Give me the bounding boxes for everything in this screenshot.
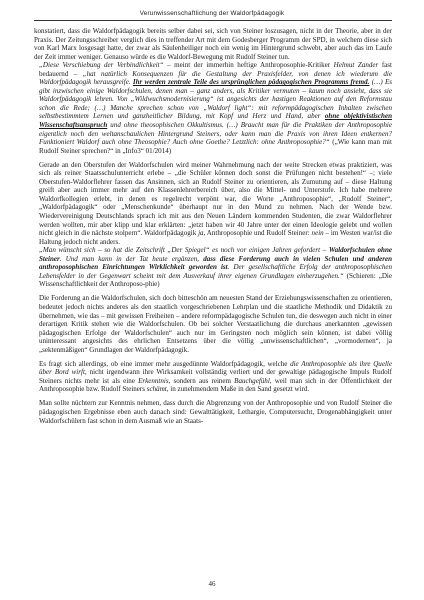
citation: („Wie kann man mit Rudolf Steiner sprechen?“ in „Info3“ 01/2014) (39, 138, 392, 155)
paragraph-4-quote-schieren: „Man wünscht sich – so hat die Zeitschrift „Der Spiegel“ es noch vor einigen Jahren gefordert – Waldorfschulen ohne Steiner. Und man kann in der Tat heute ergänzen, dass diese Forderung auch in vielen Schulen und anderen anthroposophischen Einrichtungen Wirklichkeit geworden ist. Der gesellschaftliche Erfolg der anthroposophischen Lebensfelder in der Gegenwart scheint mit dem Ausverkauf ihrer eigenen Grundlagen einherzugehen.“ (Schieren: „Die Wissenschaftlichkeit der Anthroposo-phie) (39, 246, 393, 289)
running-header: Verunwissenschaftlichung der Waldorfpädagogik (139, 10, 285, 17)
citation: (Schieren: „Die Wissenschaftlichkeit der Anthroposo-phie) (39, 271, 392, 289)
paragraph-6: Es fragt sich allerdings, ob eine immer mehr ausgedünnte Waldorfpädagogik, welche die Anthroposophie als ihre Quelle über Bord wirft, nicht irgendwann ihre Wirksamkeit vollständig verliert und der gewaltige pädagogische Impuls Rudolf Steiners nichts mehr ist als eine Erkenntnis, sondern aus reinem Bauchgefühl, weil man sich in der Öffentlichkeit der Anthroposophie bzw. Rudolf Steiners schämt, in zunehmendem Maße in den Sand gesetzt wird. (39, 359, 393, 394)
emphasis-bold: dass diese Forderung auch in vielen Schulen und anderen anthroposophischen Einrichtungen Wirklichkeit geworden ist (39, 254, 392, 272)
emphasis-underlined: Ihr werden zentrale Teile des ursprünglichen pädagogischen Programms fremd. (132, 78, 370, 87)
page-number: 46 (208, 580, 216, 588)
header-rule (34, 20, 392, 21)
body-text (34, 27, 392, 425)
paragraph-2-quote-zander: „Diese Verschiebung der Verbindlichkeit“ – meint der immerhin heftige Anthroposophie-Kritiker Helmut Zander fast bedauernd – „hat natürlich Konsequenzen für die Gestaltung der Praxisfelder, von denen ich wiederum die Waldorfpädagogik herausgreife. Ihr werden zentrale Teile des ursprünglichen pädagogischen Programms fremd. (…) Es gibt inzwischen einige Waldorfschulen, denen man – ganz anders, als Kritiker vermuten – kaum noch ansieht, dass sie Waldorfpädagogik lehren. Von „Wildwuchsmodernisierung“ ist angesichts der hastigen Reaktionen auf den Reformstau schon die Rede; (…) Manche sprechen schon von „Waldorf light“: mit reformpädagogischen Inhalten zwischen selbstbestimmtem Lernen und ganzheitlicher Bildung, mit Kopf und Herz und Hand, aber ohne objektivistischen Wissenschaftsanspruch und ohne theosophischen Okkultismus. (…) Braucht man für die Praktiken der Anthroposophie eigentlich noch den weltanschaulichen Hintergrund Steiners, oder kann man die Praxis von ihren Ideen entkernen? Funktioniert Waldorf auch ohne Theosophie? Auch ohne Goethe? Letztlich: ohne Anthroposophie?“ („Wie kann man mit Rudolf Steiner sprechen?“ in „Info3“ 01/2014) (39, 61, 393, 155)
quote-fragment: „Diese Verschiebung der Verbindlichkeit“ (39, 61, 164, 70)
paragraph-3: Gerade an den Oberstufen der Waldorfschulen wird meiner Wahrnehmung nach der weite Strecken etwas praktiziert, was sich als reiner Staatsschulunterricht erlebe – „die Schüler können doch sonst die Prüfungen nicht bestehen!“ –; viele Oberstufen-Waldorflehrer fassen das Ansinnen, sich an Rudolf Steiner zu orientieren, als Zumutung auf – diese Haltung greift aber auch immer mehr auf den Klassenlehrerbereich über, also die Mittel- und Unterstufe. Ich habe mehrere Waldorfkollegien erlebt, in denen es regelrecht verpönt war, die Worte „Anthroposophie“, „Rudolf Steiner“, „Waldorfpädagogik“ oder „Menschenkunde“ überhaupt nur in den Mund zu nehmen. Nach der Wende bzw. Wiedervereinigung Deutschlands sprach ich mit aus den Neuen Ländern kommenden Studenten, die zwar Waldorflehrer werden wollten, mir aber klipp und klar erklärten: „jetzt haben wir 40 Jahre unter der einen Ideologie gelebt und wollen nicht gleich in die nächste stolpern“. Waldorfpädagogik ja, Anthroposophie und Rudolf Steiner: nein – im Westen war/ist die Haltung jedoch nicht anders. (39, 160, 393, 246)
paragraph-5: Die Forderung an die Waldorfschulen, sich doch bitteschön am neuesten Stand der Erziehungswissenschaften zu orientieren, bedeutet jedoch nichts anderes als den staatlich vorgeschriebenen Lehrplan und die staatliche Methodik und Didaktik zu übernehmen, wie das – mit gewissen Freiheiten – andere reformpädagogische Schulen tun, die deswegen auch nicht in einer derartigen Kritik stehen wie die Waldorfschulen. Ob bei solcher Verstaatlichung die durchaus anerkannten „gewissen pädagogischen Erfolge der Waldorfschulen“ auch nur im Geringsten noch möglich sein können, ist dabei völlig uninteressant angesichts des ehrlichen Entsetzens über die völlig „unwissenschaftlichen“, „vormodernen“, ja „sektenmäßigen“ Grundlagen der Waldorfpädagogik. (39, 294, 392, 354)
paragraph-7: Man sollte nüchtern zur Kenntnis nehmen, dass durch die Abgrenzung von der Anthroposophie und von Rudolf Steiner die pädagogischen Ergebnisse eben auch danach sind: Gewalttätigkeit, Lethargie, Computersucht, Drogenabhängigkeit unter Waldorfschülern fast schon in dem Ausmaß wie an Staats- (39, 399, 392, 425)
emphasis-bold: Waldorfschulen ohne Steiner (39, 246, 393, 263)
paragraph-1: konstatiert, dass die Waldorfpädagogik bereits selber dabei sei, sich von Steiner loszusagen, nicht in der Theorie, aber in der Praxis. Der Zeitungsschreiber verglich dies in treffender Art mit dem Godesberger Programm der SPD, in welchem diese sich von Karl Marx losgesagt hatte, der zwar als Säulenheiliger noch ein wenig im Hintergrund schwebt, aber auch das im Laufe der Zeit immer weniger. Genauso würde es die Waldorf-Bewegung mit Rudolf Steiner tun. (34, 27, 392, 61)
author-name: Helmut Zander (333, 61, 379, 70)
emphasis-underlined: ohne objektivistischen Wissenschaftsanspruch (39, 112, 392, 130)
